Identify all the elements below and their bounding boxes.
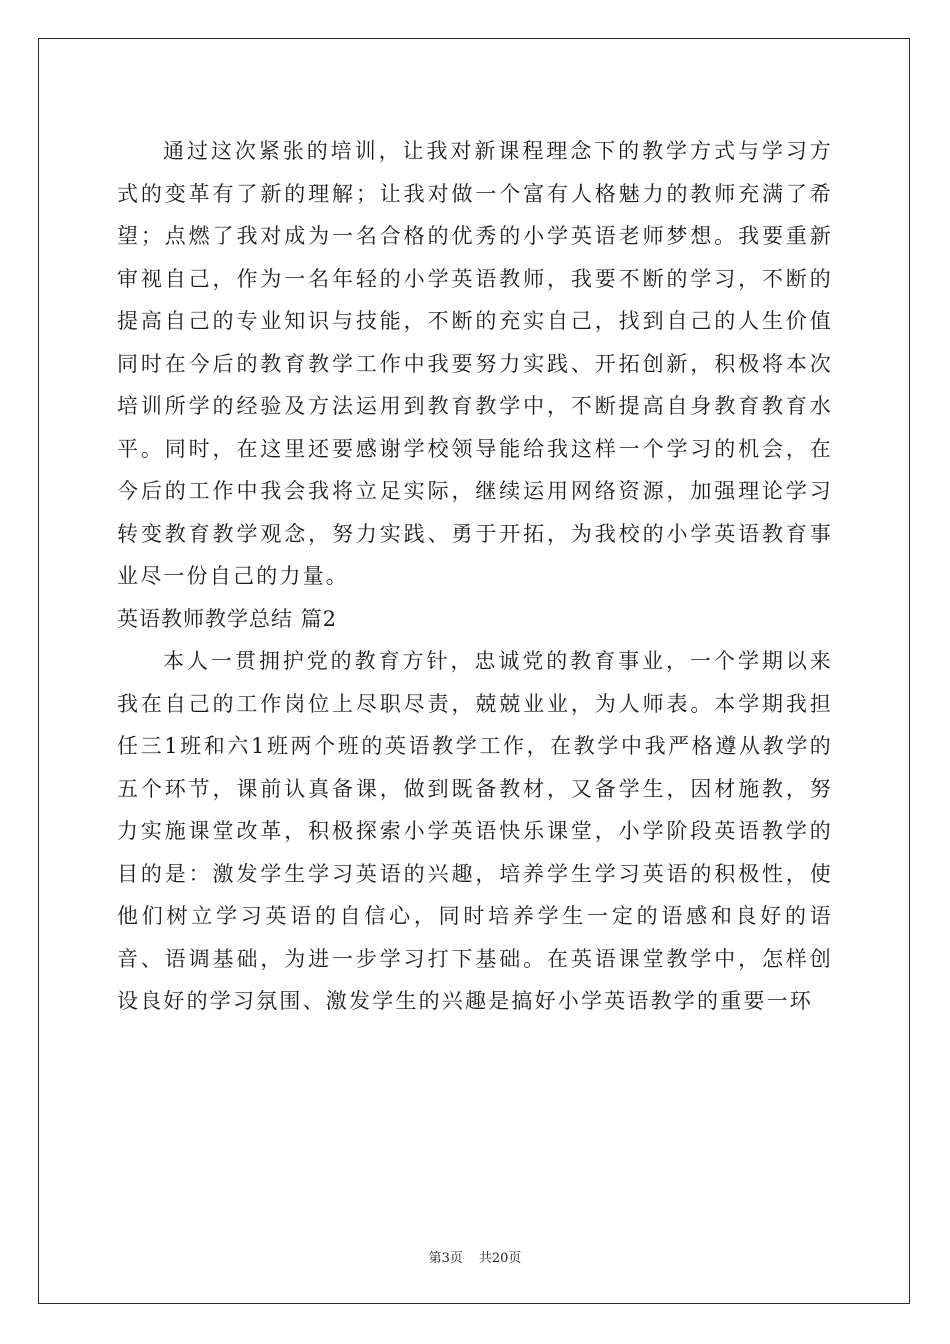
document-body (117, 130, 833, 1023)
page-footer (0, 1247, 950, 1266)
section-heading: 英语教师教学总结 篇2 (117, 606, 338, 631)
body-paragraph-1: 通过这次紧张的培训，让我对新课程理念下的教学方式与学习方式的变革有了新的理解；让我对做一个富有人格魅力的教师充满了希望；点燃了我对成为一名合格的优秀的小学英语老师梦想。我要重新审视自己，作为一名年轻的小学英语教师，我要不断的学习，不断的提高自己的专业知识与技能，不断的充实自己，找到自己的人生价值同时在今后的教育教学工作中我要努力实践、开拓创新，积极将本次培训所学的经验及方法运用到教育教学中，不断提高自身教育教育水平。同时，在这里还要感谢学校领导能给我这样一个学习的机会，在今后的工作中我会我将立足实际，继续运用网络资源，加强理论学习转变教育教学观念，努力实践、勇于开拓，为我校的小学英语教育事业尽一份自己的力量。 (117, 139, 833, 588)
body-paragraph-2: 本人一贯拥护党的教育方针，忠诚党的教育事业，一个学期以来我在自己的工作岗位上尽职尽责，兢兢业业，为人师表。本学期我担任三1班和六1班两个班的英语教学工作，在教学中我严格遵从教学的五个环节，课前认真备课，做到既备教材，又备学生，因材施教，努力实施课堂改革，积极探索小学英语快乐课堂，小学阶段英语教学的目的是：激发学生学习英语的兴趣，培养学生学习英语的积极性，使他们树立学习英语的自信心，同时培养学生一定的语感和良好的语音、语调基础，为进一步学习打下基础。在英语课堂教学中，怎样创设良好的学习氛围、激发学生的兴趣是搞好小学英语教学的重要一环 (117, 649, 833, 1013)
page-total: 共20页 (478, 1251, 522, 1266)
page-number: 第3页 (428, 1251, 463, 1266)
